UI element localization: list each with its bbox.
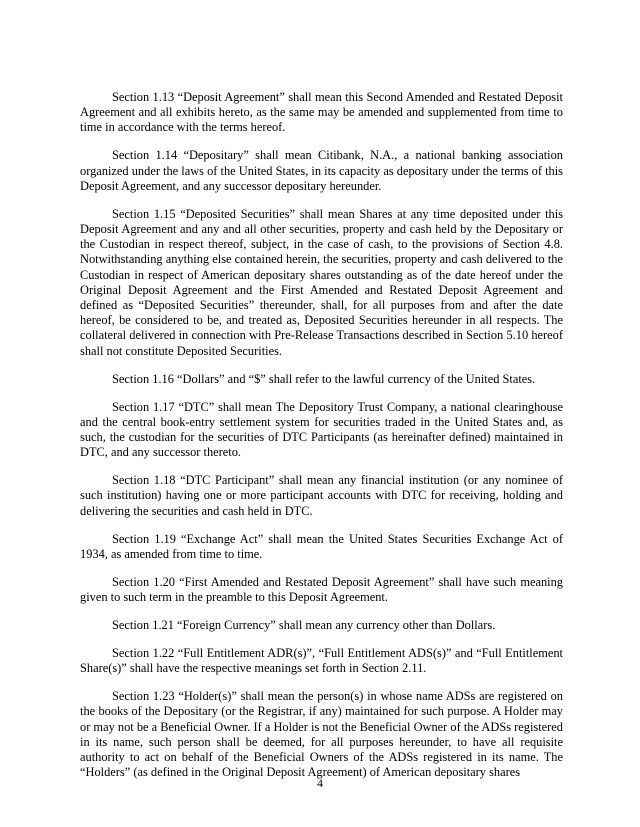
section-1-14-paragraph: Section 1.14 “Depositary” shall mean Citibank, N.A., a national banking association organized under the laws of the United States, in its capacity as depositary under the terms of this Deposit Agreement, and any successor depositary hereunder. (80, 148, 563, 193)
section-1-19-paragraph: Section 1.19 “Exchange Act” shall mean the United States Securities Exchange Act of 1934, as amended from time to time. (80, 531, 563, 561)
section-1-15-paragraph: Section 1.15 “Deposited Securities” shall mean Shares at any time deposited under this Deposit Agreement and any and all other securities, property and cash held by the Depositary or the Custodian in respect thereof, subject, in the case of cash, to the provisions of Section 4.8. Notwithstanding anything else contained herein, the securities, property and cash delivered to the Custodian in respect of American depositary shares outstanding as of the date hereof under the Original Deposit Agreement and the First Amended and Restated Deposit Agreement and defined as “Deposited Securities” thereunder, shall, for all purposes from and after the date hereof, be considered to be, and treated as, Deposited Securities hereunder in all respects. The collateral delivered in connection with Pre-Release Transactions described in Section 5.10 hereof shall not constitute Deposited Securities. (80, 206, 563, 358)
section-1-20-paragraph: Section 1.20 “First Amended and Restated Deposit Agreement” shall have such meaning given to such term in the preamble to this Deposit Agreement. (80, 574, 563, 605)
section-1-22-paragraph: Section 1.22 “Full Entitlement ADR(s)”, “Full Entitlement ADS(s)” and “Full Entitlement Share(s)” shall have the respective meanings set forth in Section 2.11. (80, 646, 563, 676)
section-1-17-paragraph: Section 1.17 “DTC” shall mean The Depository Trust Company, a national clearinghouse and the central book-entry settlement system for securities traded in the United States and, as such, the custodian for the securities of DTC Participants (as hereinafter defined) maintained in DTC, and any successor thereto. (80, 399, 563, 460)
section-1-16-paragraph: Section 1.16 “Dollars” and “$” shall refer to the lawful currency of the United States. (112, 371, 536, 386)
document-body (80, 90, 563, 793)
section-1-18-paragraph: Section 1.18 “DTC Participant” shall mean any financial institution (or any nominee of such institution) having one or more participant accounts with DTC for receiving, holding and delivering the securities and cash held in DTC. (80, 473, 563, 518)
page-number: 4 (317, 776, 323, 790)
section-1-13-paragraph: Section 1.13 “Deposit Agreement” shall mean this Second Amended and Restated Deposit Agreement and all exhibits hereto, as the same may be amended and supplemented from time to time in accordance with the terms hereof. (80, 90, 563, 135)
section-1-21-paragraph: Section 1.21 “Foreign Currency” shall mean any currency other than Dollars. (112, 618, 496, 633)
section-1-23-paragraph: Section 1.23 “Holder(s)” shall mean the person(s) in whose name ADSs are registered on the books of the Depositary (or the Registrar, if any) maintained for such purpose. A Holder may or may not be a Beneficial Owner. If a Holder is not the Beneficial Owner of the ADSs registered in its name, such person shall be deemed, for all purposes hereunder, to have all requisite authority to act on behalf of the Beneficial Owners of the ADSs registered in its name. The “Holders” (as defined in the Original Deposit Agreement) of American depositary shares (80, 689, 563, 780)
